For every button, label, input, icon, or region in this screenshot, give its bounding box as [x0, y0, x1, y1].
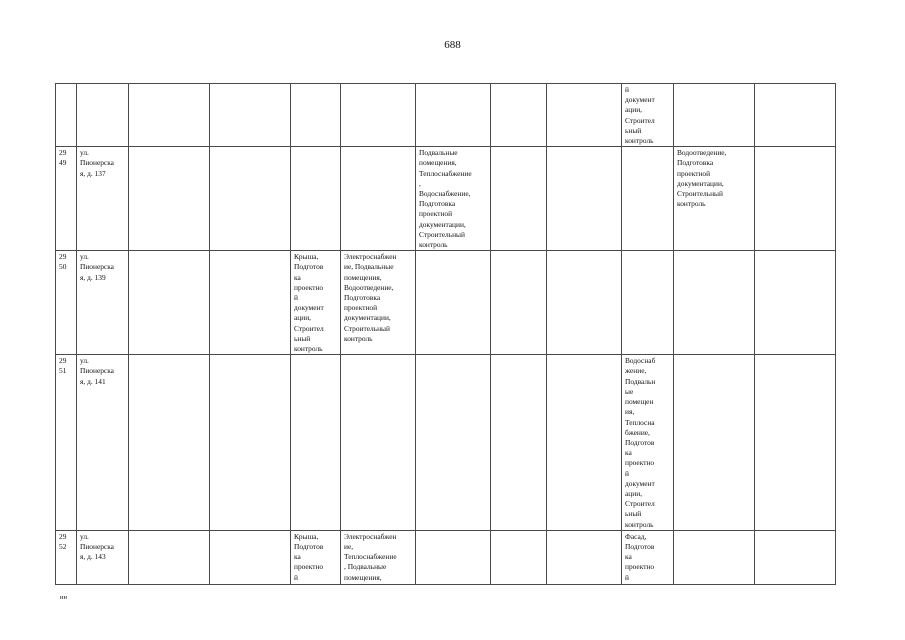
table-cell [210, 84, 291, 147]
footer-mark: нн [60, 594, 67, 601]
row-number: 29 50 [56, 251, 77, 355]
table-cell: Фасад, Подготов ка проектно й [622, 530, 674, 584]
address-cell [77, 84, 129, 147]
table-cell [291, 84, 341, 147]
table-cell [491, 355, 547, 530]
table-cell [129, 251, 210, 355]
table-cell [129, 355, 210, 530]
table-cell [491, 251, 547, 355]
table-cell [622, 147, 674, 251]
table-cell [129, 530, 210, 584]
table-cell [755, 147, 836, 251]
table-cell: Электроснабжен ие, Подвальные помещения, Водоотведение, Подготовка проектной документации, Строительный контроль [341, 251, 416, 355]
table-row [56, 251, 836, 355]
table-cell: Водоснаб жение, Подвальн ые помещен ия, Теплосна бжение, Подготов ка проектно й документ ации, Строител ьный контроль [622, 355, 674, 530]
table-row [56, 530, 836, 584]
table-cell [491, 530, 547, 584]
table-cell [674, 84, 755, 147]
table-cell [491, 147, 547, 251]
table-cell [210, 147, 291, 251]
table-cell [674, 530, 755, 584]
table-cell [491, 84, 547, 147]
table-cell [210, 355, 291, 530]
table-cell [341, 147, 416, 251]
table-cell [755, 84, 836, 147]
address-cell: ул. Пионерска я, д. 143 [77, 530, 129, 584]
table-cell: Крыша, Подготов ка проектно й [291, 530, 341, 584]
table-cell [210, 530, 291, 584]
table-cell [210, 251, 291, 355]
table-cell: й документ ации, Строител ьный контроль [622, 84, 674, 147]
table-cell [416, 251, 491, 355]
table-cell [416, 84, 491, 147]
table-cell [674, 251, 755, 355]
address-work-table [55, 83, 836, 585]
table-cell [547, 147, 622, 251]
table-cell [547, 355, 622, 530]
table-cell [547, 251, 622, 355]
table-row [56, 355, 836, 530]
table-cell [341, 355, 416, 530]
table-cell [755, 251, 836, 355]
table-cell: Крыша, Подготов ка проектно й документ ации, Строител ьный контроль [291, 251, 341, 355]
address-cell: ул. Пионерска я, д. 137 [77, 147, 129, 251]
table-cell: Подвальные помещения, Теплоснабжение , Водоснабжение, Подготовка проектной документации, Строительный контроль [416, 147, 491, 251]
table-cell [341, 84, 416, 147]
table-cell [755, 355, 836, 530]
table-cell: Электроснабжен ие, Теплоснабжение , Подвальные помещения, [341, 530, 416, 584]
table-cell [416, 355, 491, 530]
table-cell [416, 530, 491, 584]
address-cell: ул. Пионерска я, д. 139 [77, 251, 129, 355]
row-number: 29 51 [56, 355, 77, 530]
row-number: 29 49 [56, 147, 77, 251]
table-cell [129, 147, 210, 251]
table-cell [291, 355, 341, 530]
table-row [56, 84, 836, 147]
table-cell [755, 530, 836, 584]
page-number: 688 [444, 39, 461, 51]
table-cell [129, 84, 210, 147]
table-cell [547, 530, 622, 584]
table-cell [622, 251, 674, 355]
table-cell [547, 84, 622, 147]
table-cell [291, 147, 341, 251]
table-cell: Водоотведение, Подготовка проектной документации, Строительный контроль [674, 147, 755, 251]
table-row [56, 147, 836, 251]
row-number [56, 84, 77, 147]
row-number: 29 52 [56, 530, 77, 584]
table-cell [674, 355, 755, 530]
address-cell: ул. Пионерска я, д. 141 [77, 355, 129, 530]
